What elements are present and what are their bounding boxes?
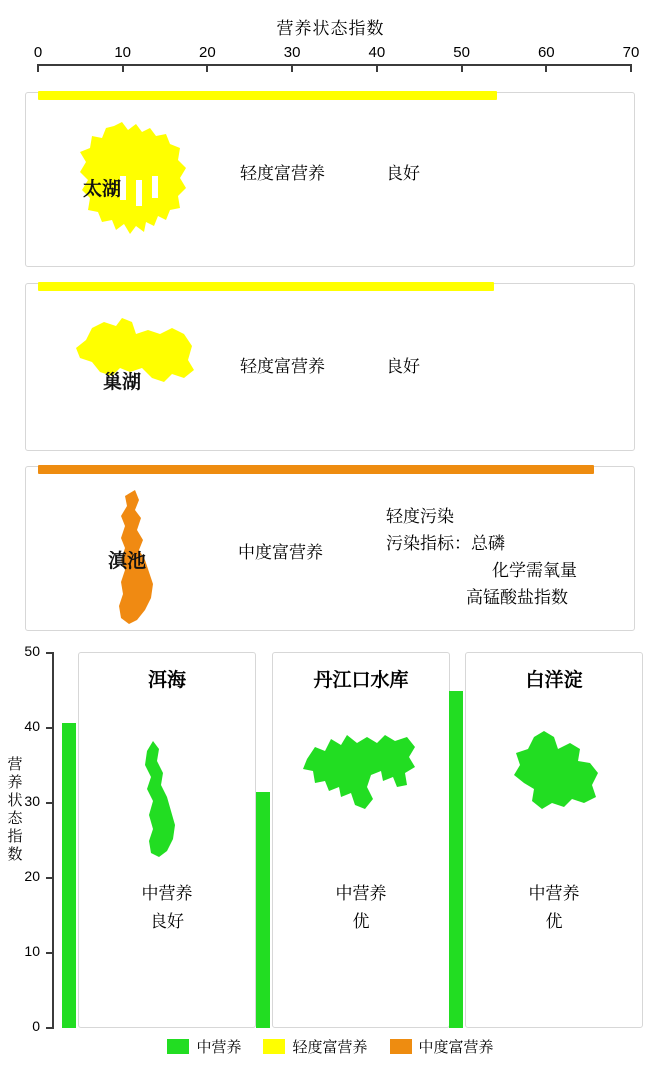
x-tick-mark-40 [376,64,378,72]
x-tick-mark-50 [461,64,463,72]
x-axis-line [38,64,631,66]
x-tick-mark-60 [545,64,547,72]
status-dianchi: 中度富营养 [238,543,323,562]
bar-baiyangdian [449,691,463,1028]
y-axis-title-char-0: 营 [7,756,23,773]
pollution-indicator-3: 高锰酸盐指数 [466,588,568,607]
x-tick-label-10: 10 [114,44,132,61]
x-tick-mark-70 [630,64,632,72]
y-tick-mark-40 [46,727,54,729]
status-danjiangkou: 中营养 [335,884,387,903]
legend-item-light-eutrophic [263,1036,367,1057]
bar-danjiangkou [256,792,270,1028]
y-tick-label-50: 50 [24,643,40,659]
x-tick-mark-0 [37,64,39,72]
x-tick-label-20: 20 [199,44,216,61]
x-tick-mark-10 [122,64,124,72]
x-tick-label-30: 30 [283,44,301,61]
legend-swatch-moderate-eutrophic [390,1039,412,1054]
y-axis-line [52,652,54,1028]
y-axis-title [6,756,24,864]
y-tick-mark-0 [46,1027,54,1029]
y-tick-mark-10 [46,952,54,954]
y-tick-mark-20 [46,877,54,879]
x-tick-label-60: 60 [537,44,555,61]
pollution-indicator-2: 化学需氧量 [492,561,577,580]
bar-taihu [38,91,497,100]
x-tick-mark-20 [206,64,208,72]
quality-baiyangdian: 优 [545,912,563,931]
y-tick-mark-30 [46,802,54,804]
lake-name-erhai: 洱海 [147,670,186,691]
y-tick-label-20: 20 [24,868,40,884]
status-erhai: 中营养 [141,884,193,903]
y-axis-title-char-1: 养 [7,774,23,791]
legend-swatch-mesotrophic [167,1039,189,1054]
bar-erhai [62,723,76,1028]
lake-shape-baiyangdian [500,723,612,827]
status-baiyangdian: 中营养 [528,884,580,903]
status-taihu: 轻度富营养 [240,164,325,183]
y-axis-title-char-5: 数 [7,846,23,863]
status-chaohu: 轻度富营养 [240,357,325,376]
panel-danjiangkou [272,652,450,1028]
y-axis-title-char-3: 态 [7,810,23,827]
x-tick-label-0: 0 [33,44,43,61]
lake-name-baiyangdian: 白洋淀 [525,670,583,691]
lake-name-dianchi: 滇池 [108,551,147,572]
legend [0,1036,661,1057]
lake-name-taihu: 太湖 [83,179,122,200]
panel-baiyangdian [465,652,643,1028]
pollution-indicator-1: 污染指标：总磷 [386,534,505,553]
y-tick-label-30: 30 [24,793,40,809]
bar-dianchi [38,465,594,474]
x-tick-label-40: 40 [368,44,386,61]
lake-shape-erhai [129,737,189,877]
y-axis-title-char-2: 状 [7,792,23,809]
legend-label-mesotrophic: 中营养 [196,1039,242,1056]
y-tick-mark-50 [46,652,54,654]
legend-label-light-eutrophic: 轻度富营养 [292,1039,368,1056]
y-tick-label-0: 0 [32,1018,40,1034]
legend-item-mesotrophic [167,1036,241,1057]
lake-name-danjiangkou: 丹江口水库 [313,670,409,691]
lake-shape-danjiangkou [295,721,435,833]
y-tick-label-10: 10 [24,943,40,959]
quality-taihu: 良好 [386,164,420,183]
lake-name-chaohu: 巢湖 [103,372,142,393]
quality-dianchi: 轻度污染 [386,507,454,526]
quality-danjiangkou: 优 [352,912,370,931]
panel-erhai [78,652,256,1028]
bar-chaohu [38,282,494,291]
legend-item-moderate-eutrophic [390,1036,494,1057]
quality-chaohu: 良好 [386,357,420,376]
x-tick-mark-30 [291,64,293,72]
y-axis-title-char-4: 指 [7,828,23,845]
quality-erhai: 良好 [150,912,184,931]
y-tick-label-40: 40 [24,718,40,734]
legend-swatch-light-eutrophic [263,1039,285,1054]
x-tick-label-70: 70 [622,44,640,61]
top-x-axis [33,44,640,74]
chart-title: 营养状态指数 [276,19,385,38]
legend-label-moderate-eutrophic: 中度富营养 [418,1039,494,1056]
x-tick-label-50: 50 [453,44,470,61]
